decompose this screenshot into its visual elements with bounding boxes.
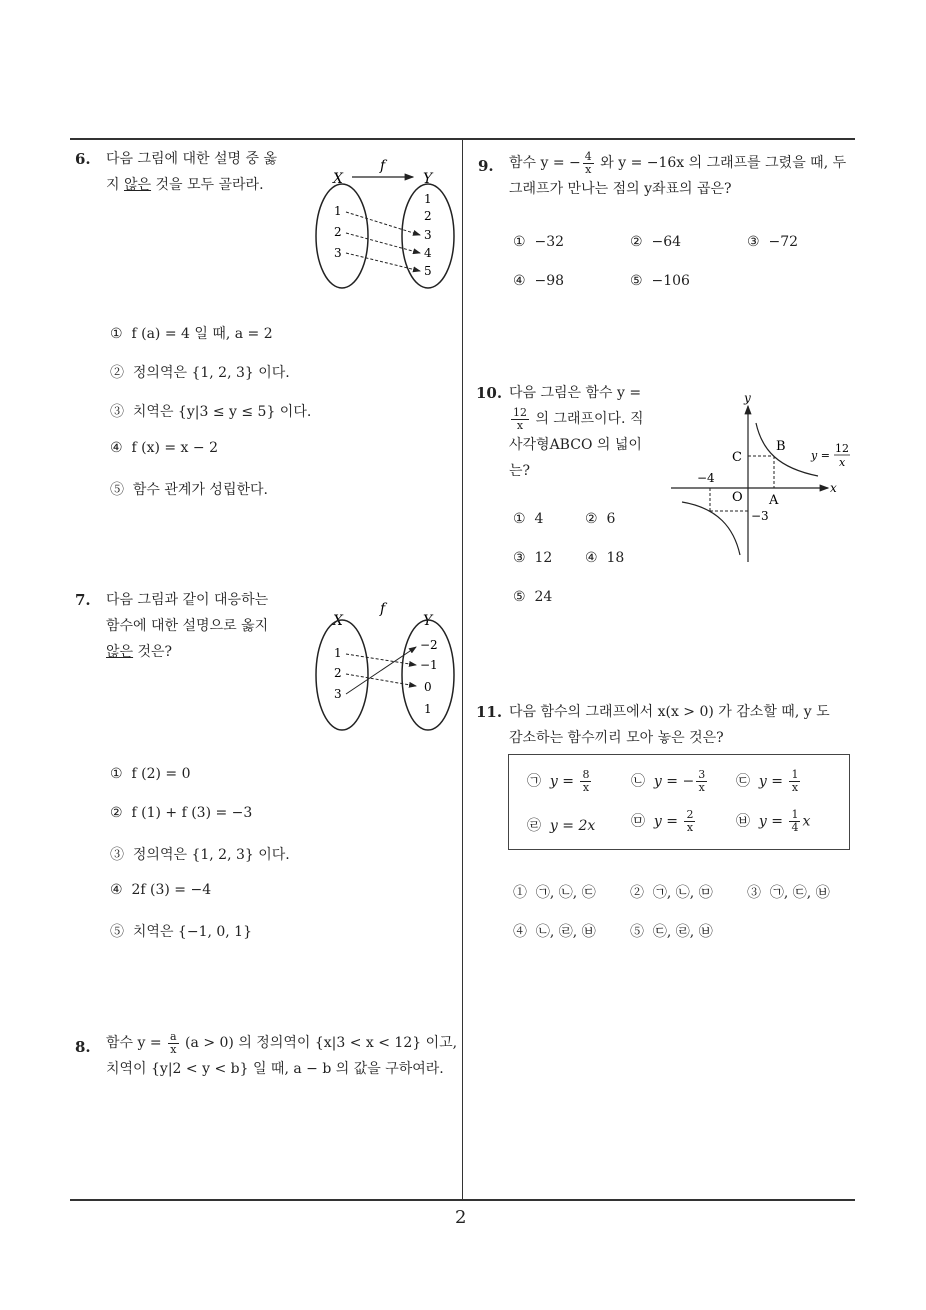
q8-text-part: (a > 0) 의 정의역이 {x|3 < x < 12} 이고, [180,1035,458,1051]
q10-eq-numerator: 12 [835,442,849,455]
q11-text-line1: 다음 함수의 그래프에서 x(x > 0) 가 감소할 때, y 도 [509,704,830,720]
q7-mapping-diagram [310,595,460,737]
q7-choice-5[interactable]: ⑤ 치역은 {−1, 0, 1} [110,924,252,940]
q11-choice-1[interactable]: ① ㉠, ㉡, ㉢ [513,885,596,901]
column-divider [462,138,463,1201]
q8-text [106,1030,461,1082]
q10-text-line4: 는? [509,463,531,479]
q10-x-axis-label: x [830,481,837,495]
q10-choice-1[interactable]: ① 4 [513,511,544,527]
q10-hyperbola-graph [668,390,858,570]
page-number: 2 [455,1207,467,1228]
q7-map-arrow [346,674,416,686]
q6-text-line1: 다음 그림에 대한 설명 중 옳 [106,151,278,167]
q6-map-arrow [346,212,420,235]
q6-y-item: 5 [424,264,432,278]
q7-underlined: 않은 [106,644,134,660]
q9-fraction: $\frac{4}{x}$ [584,149,592,176]
q10-choice-5[interactable]: ⑤ 24 [513,589,553,605]
q9-text-part: 함수 y = − [509,155,581,171]
q10-curve-q3 [682,502,740,555]
q7-X-label: X [333,613,343,629]
q7-choice-2[interactable]: ② f (1) + f (3) = −3 [110,805,253,821]
q6-map-arrow [346,253,420,271]
q7-y-item: 0 [424,680,432,694]
q6-x-item: 2 [334,225,342,239]
q7-y-item: 1 [424,702,432,716]
q11-box-item-6: ㉥ y = $\frac{1}{4}$ x [736,808,811,834]
q8-fraction: $\frac{a}{x}$ [170,1029,177,1056]
q6-y-item: 4 [424,246,432,260]
q7-number: 7. [75,591,91,609]
q9-choice-5[interactable]: ⑤ −106 [630,273,690,289]
q8-text-part: 함수 y = [106,1035,167,1051]
q11-choice-2[interactable]: ② ㉠, ㉡, ㉤ [630,885,713,901]
q9-choice-1[interactable]: ① −32 [513,234,565,250]
q6-choice-4[interactable]: ④ f (x) = x − 2 [110,440,218,456]
q8-number: 8. [75,1038,91,1056]
q10-number: 10. [476,384,503,402]
bottom-rule [70,1199,855,1201]
q7-set-X [316,620,368,730]
q11-box-item-2: ㉡ y = − $\frac{3}{x}$ [631,768,706,794]
q9-text [509,150,864,202]
q7-choice-4[interactable]: ④ 2f (3) = −4 [110,882,212,898]
q7-x-item: 3 [334,687,342,701]
q7-map-arrow [346,647,416,694]
q6-y-item: 1 [424,192,432,206]
q9-choice-4[interactable]: ④ −98 [513,273,565,289]
q10-text-line2: 의 그래프이다. 직 [531,411,644,427]
q7-f-label: f [380,601,386,617]
q11-text-line2: 감소하는 함수끼리 모아 놓은 것은? [509,730,724,746]
q11-text [509,699,859,751]
q10-choice-3[interactable]: ③ 12 [513,550,553,566]
q10-origin-O: O [732,490,743,505]
q6-choice-5[interactable]: ⑤ 함수 관계가 성립한다. [110,482,268,498]
q9-choice-3[interactable]: ③ −72 [747,234,799,250]
q6-text-c: 것을 모두 골라라. [151,177,264,193]
q8-text-line2: 치역이 {y|2 < y < b} 일 때, a − b 의 값을 구하여라. [106,1061,444,1077]
q9-text-part: 와 y = −16x 의 그래프를 그렸을 때, 두 [595,155,847,171]
q6-X-label: X [333,171,343,187]
q7-text-line2: 함수에 대한 설명으로 옳지 [106,618,269,634]
q11-box-item-1: ㉠ y = $\frac{8}{x}$ [527,768,590,794]
q6-text-b: 지 [106,177,124,193]
q7-text-line1: 다음 그림과 같이 대응하는 [106,592,269,608]
q6-number: 6. [75,150,91,168]
q7-Y-label: Y [423,613,433,629]
q11-choice-5[interactable]: ⑤ ㉢, ㉣, ㉥ [630,924,713,940]
q10-fraction: $\frac{12}{x}$ [513,405,527,432]
q10-text-line1: 다음 그림은 함수 y = [509,385,642,401]
q6-x-item: 1 [334,204,342,218]
q6-y-item: 3 [424,228,432,242]
q10-point-C: C [732,450,742,465]
q11-box-item-3: ㉢ y = $\frac{1}{x}$ [736,768,799,794]
q11-choice-3[interactable]: ③ ㉠, ㉢, ㉥ [747,885,830,901]
q7-map-arrow [346,654,416,665]
q7-y-item: −1 [420,658,438,672]
q7-y-item: −2 [420,638,438,652]
q7-text [106,587,306,665]
q10-equation-label: y = [811,449,830,462]
q6-Y-label: Y [423,171,433,187]
q7-x-item: 2 [334,666,342,680]
q10-point-B: B [776,439,786,454]
q7-choice-3[interactable]: ③ 정의역은 {1, 2, 3} 이다. [110,847,290,863]
q10-y-axis-label: y [744,391,751,405]
q11-box-item-5: ㉤ y = $\frac{2}{x}$ [631,808,694,834]
q11-number: 11. [476,703,503,721]
q7-choice-1[interactable]: ① f (2) = 0 [110,766,191,782]
q9-number: 9. [478,157,494,175]
q6-f-label: f [380,158,386,174]
q10-curve-q1 [756,423,818,476]
q10-text-line3: 사각형ABCO 의 넓이 [509,437,642,453]
q6-choice-2[interactable]: ② 정의역은 {1, 2, 3} 이다. [110,365,290,381]
q6-underlined: 않은 [123,177,152,193]
q10-point-A: A [769,493,779,508]
q11-function-box [508,754,850,850]
q10-label-minus4: −4 [697,471,715,485]
q7-text-c: 것은? [133,644,173,660]
q6-y-item: 2 [424,209,432,223]
q6-mapping-diagram [310,152,460,294]
q10-choice-4[interactable]: ④ 18 [585,550,625,566]
q6-choice-3[interactable]: ③ 치역은 {y|3 ≤ y ≤ 5} 이다. [110,404,312,420]
q10-eq-denominator: x [839,456,846,469]
q6-map-arrow [346,233,420,253]
q9-text-line2: 그래프가 만나는 점의 y좌표의 곱은? [509,181,732,197]
q11-choice-4[interactable]: ④ ㉡, ㉣, ㉥ [513,924,596,940]
q10-text [509,380,669,484]
q6-set-X [316,184,368,288]
q10-label-minus3: −3 [751,509,769,523]
q7-x-item: 1 [334,646,342,660]
q6-choice-1[interactable]: ① f (a) = 4 일 때, a = 2 [110,326,273,342]
q11-box-item-4: ㉣ y = 2x [527,818,596,834]
q6-x-item: 3 [334,246,342,260]
q9-choice-2[interactable]: ② −64 [630,234,682,250]
q6-text [106,146,306,198]
q10-choice-2[interactable]: ② 6 [585,511,616,527]
